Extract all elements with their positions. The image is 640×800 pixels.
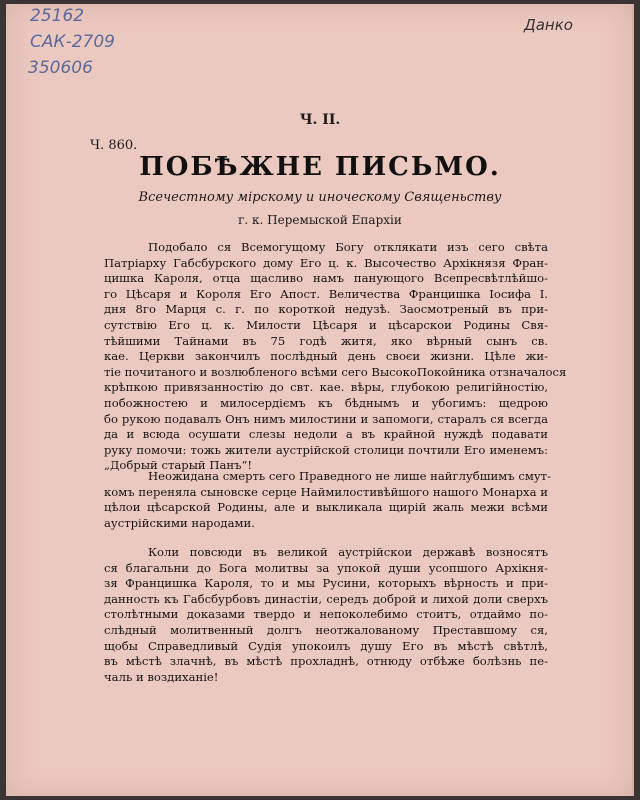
text-line: го Цѣсаря и Короля Его Апост. Величества Францишка Іосифа I. [104,286,548,301]
paragraph-1 [104,240,567,474]
text-line: дня 8го Марця с. г. по короткой недузѣ. Заосмотреный въ при- [104,302,548,317]
text-line: Коли повсюди въ великой аустрійскои державѣ возносятъ [148,545,548,559]
text-line: тіе почитаного и возлюбленого всѣми сего ВысокоПокойника отзначалося [104,364,567,379]
text-line: руку помочи: тожь жители аустрійской столици почтили Его именемъ: [104,442,548,457]
text-line: щобы Справедливый Судія упокоилъ душу Его въ мѣстѣ свѣтлѣ, [104,638,548,653]
text-line: бо рукою подавалъ Онъ нимъ милостини и запомоги, старалъ ся всегда [104,411,548,426]
document-title: ПОБѢЖНЕ ПИСЬМО. [139,152,501,182]
text-line: слѣдный молитвенный долгъ неотжалованому Преставшому ся, [104,622,548,637]
paragraph-3 [104,545,548,685]
text-line: въ мѣстѣ злачнѣ, въ мѣстѣ прохладнѣ, отнюду отбѣже болѣзнь пе- [104,654,548,669]
text-line: крѣпкою привязанностію до свт. кае. вѣры, глубокою религійностію, [104,380,548,395]
text-line: да и всюда осушати слезы недоли а въ крайной нуждѣ подавати [104,427,548,442]
text-line: комъ переняла сыновске серце Наймилостивѣйшого нашого Монарха и [104,484,548,499]
text-line: Подобало ся Всемогущому Богу отклякати изъ сего свѣта [148,240,548,254]
text-line: цѣлои цѣсарской Родины, але и выкликала щирій жаль межи всѣми [104,500,548,515]
text-line: зя Францишка Кароля, то и мы Русини, которыхъ вѣрность и при- [104,576,548,591]
text-line: „Добрый старый Панъ“! [104,458,253,473]
document-subtitle: Всечестному мірскому и иноческому Священьству [138,190,502,205]
handwritten-name: Данко [524,16,573,34]
text-line: аустрійскими народами. [104,515,255,530]
archive-number-3: 350606 [28,58,93,78]
text-line: Неожидана смерть сего Праведного не лише найглубшимъ смут- [148,469,551,483]
text-line: цишка Кароля, отца щасливо намъ панующого Всепресвѣтлѣйшо- [104,271,548,286]
diocese-line: г. к. Перемыской Епархіи [238,213,402,227]
text-line: данность къ Габсбурбовъ династіи, середъ доброй и лихой доли сверхъ [104,591,548,606]
text-line: сутствію Его ц. к. Милости Цѣсаря и цѣсарскои Родины Свя- [104,317,548,332]
text-line: ся благальни до Бога молитвы за упокой души усопшого Архікня- [104,560,548,575]
archive-number-1: 25162 [30,6,85,26]
text-line: Патріарху Габсбурского дому Его ц. к. Высочество Архікнязя Фран- [104,255,548,270]
text-line: побожностею и милосердіємъ къ бѣднымъ и убогимъ: щедрою [104,395,548,410]
text-line: чаль и воздиханіе! [104,669,219,684]
text-line: кае. Церкви закончилъ послѣдный день своєи жизни. Цѣле жи- [104,349,548,364]
archive-number-2: САК-2709 [30,32,115,52]
text-line: тѣйшими Тайнами въ 75 годѣ житя, яко вѣрный сынъ св. [104,333,548,348]
text-line: столѣтными доказами твердо и непоколебимо стоитъ, отдаймо по- [104,607,548,622]
section-label: Ч. II. [299,112,341,128]
document-number: Ч. 860. [90,138,138,153]
paragraph-2 [104,469,551,531]
